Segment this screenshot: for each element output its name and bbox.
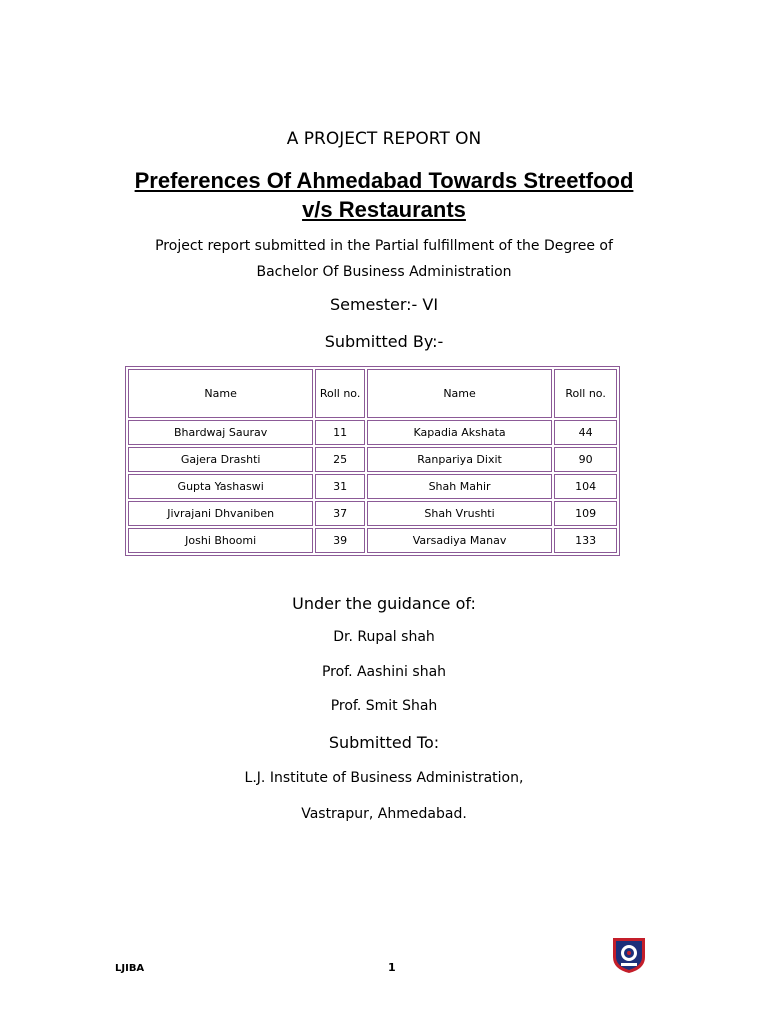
- roll-number: 11: [315, 420, 365, 445]
- roll-number: 133: [554, 528, 617, 553]
- student-name: Gajera Drashti: [128, 447, 313, 472]
- guidance-heading: Under the guidance of:: [292, 594, 476, 613]
- student-name: Shah Mahir: [367, 474, 552, 499]
- student-name: Shah Vrushti: [367, 501, 552, 526]
- institute-name: L.J. Institute of Business Administration,: [244, 770, 524, 786]
- report-title: [0, 166, 768, 224]
- student-name: Ranpariya Dixit: [367, 447, 552, 472]
- guide-name: Prof. Aashini shah: [321, 664, 447, 680]
- roll-number: 90: [554, 447, 617, 472]
- description-line-1: Project report submitted in the Partial fulfillment of the Degree of: [155, 238, 613, 254]
- semester: Semester:- VI: [329, 295, 439, 314]
- roll-number: 37: [315, 501, 365, 526]
- submitted-to-heading: Submitted To:: [328, 733, 440, 752]
- institute-location: Vastrapur, Ahmedabad.: [301, 806, 467, 822]
- header-roll-2: Roll no.: [554, 369, 617, 418]
- report-intro: A PROJECT REPORT ON: [286, 129, 482, 149]
- roll-number: 109: [554, 501, 617, 526]
- table-row: [128, 528, 617, 553]
- description-line-2: Bachelor Of Business Administration: [256, 264, 512, 280]
- header-name-1: Name: [128, 369, 313, 418]
- college-crest-icon: [607, 935, 651, 975]
- table-row: [128, 501, 617, 526]
- table-header-row: [128, 369, 617, 418]
- page-number: 1: [388, 961, 396, 974]
- student-name: Varsadiya Manav: [367, 528, 552, 553]
- header-name-2: Name: [367, 369, 552, 418]
- footer-label: LJIBA: [115, 963, 145, 974]
- roll-number: 44: [554, 420, 617, 445]
- title-line-1: Preferences Of Ahmedabad Towards Streetfood: [134, 168, 634, 193]
- guide-name: Prof. Smit Shah: [330, 698, 438, 714]
- table-row: [128, 474, 617, 499]
- guide-name: Dr. Rupal shah: [333, 629, 435, 645]
- roll-number: 39: [315, 528, 365, 553]
- student-name: Jivrajani Dhvaniben: [128, 501, 313, 526]
- student-name: Kapadia Akshata: [367, 420, 552, 445]
- submitted-by-heading: Submitted By:-: [324, 332, 444, 351]
- table-row: [128, 447, 617, 472]
- header-roll-1: Roll no.: [315, 369, 365, 418]
- student-name: Gupta Yashaswi: [128, 474, 313, 499]
- report-description: [0, 233, 768, 285]
- title-line-2: v/s Restaurants: [302, 197, 466, 222]
- student-name: Joshi Bhoomi: [128, 528, 313, 553]
- table-row: [128, 420, 617, 445]
- roll-number: 31: [315, 474, 365, 499]
- roll-number: 25: [315, 447, 365, 472]
- students-table: [125, 366, 620, 556]
- student-name: Bhardwaj Saurav: [128, 420, 313, 445]
- roll-number: 104: [554, 474, 617, 499]
